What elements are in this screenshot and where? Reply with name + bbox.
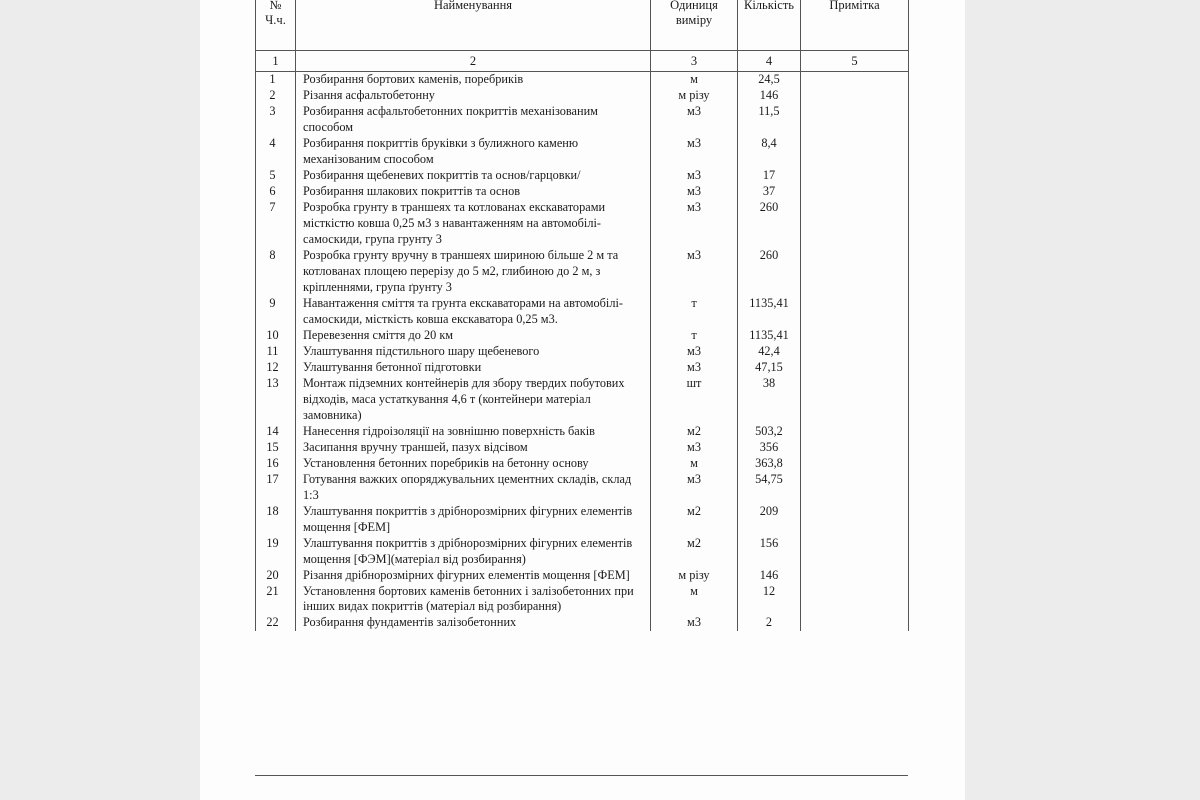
row-unit: м2 [651,504,738,536]
row-name: Установлення бетонних поребриків на бетонну основу [296,456,651,472]
row-name: Різання асфальтобетонну [296,88,651,104]
table-row [256,440,909,456]
header-number-line1: № [269,0,282,12]
row-quantity: 1135,41 [738,328,801,344]
table-row [256,184,909,200]
row-unit: м3 [651,615,738,631]
row-note [801,568,909,584]
row-note [801,456,909,472]
row-name: Улаштування бетонної підготовки [296,360,651,376]
row-unit: м різу [651,88,738,104]
table-bottom-rule [255,775,908,776]
row-number: 11 [256,344,296,360]
row-unit: м3 [651,168,738,184]
row-unit: м [651,72,738,88]
table-row [256,568,909,584]
table-row [256,136,909,168]
row-unit: м [651,584,738,616]
row-number: 12 [256,360,296,376]
row-quantity: 260 [738,248,801,296]
table-row [256,72,909,88]
table-row [256,584,909,616]
row-number: 13 [256,376,296,424]
row-number: 1 [256,72,296,88]
header-cell-quantity: Кількість [738,0,801,51]
row-note [801,72,909,88]
row-number: 18 [256,504,296,536]
work-volumes-table [255,0,909,631]
row-note [801,200,909,248]
row-quantity: 37 [738,184,801,200]
row-number: 9 [256,296,296,328]
row-name: Розбирання фундаментів залізобетонних [296,615,651,631]
row-note [801,88,909,104]
row-quantity: 1135,41 [738,296,801,328]
table-row [256,104,909,136]
row-quantity: 8,4 [738,136,801,168]
row-unit: м3 [651,472,738,504]
row-note [801,504,909,536]
table-row [256,248,909,296]
row-name: Розробка грунту вручну в траншеях шириною більше 2 м та котлованах площею перерізу до 5 м2, глибиною до 2 м, з кріпленнями, група ґрунту 3 [296,248,651,296]
column-number-4: 4 [738,51,801,72]
row-name: Улаштування покриттів з дрібнорозмірних фігурних елементів мощення [ФЕМ] [296,504,651,536]
row-note [801,184,909,200]
row-name: Засипання вручну траншей, пазух відсівом [296,440,651,456]
row-note [801,536,909,568]
row-quantity: 260 [738,200,801,248]
row-name: Різання дрібнорозмірних фігурних елементів мощення [ФЕМ] [296,568,651,584]
table-row [256,376,909,424]
row-unit: м3 [651,440,738,456]
row-name: Розбирання шлакових покриттів та основ [296,184,651,200]
row-number: 6 [256,184,296,200]
row-name: Розробка грунту в траншеях та котлованах екскаваторами місткістю ковша 0,25 м3 з навантаженням на автомобілі-самоскиди, група грунту 3 [296,200,651,248]
row-quantity: 503,2 [738,424,801,440]
row-note [801,360,909,376]
row-quantity: 47,15 [738,360,801,376]
row-note [801,584,909,616]
table-row [256,200,909,248]
row-unit: шт [651,376,738,424]
row-number: 17 [256,472,296,504]
row-note [801,248,909,296]
table-header-row [256,0,909,51]
column-number-5: 5 [801,51,909,72]
work-volumes-table-container [255,0,908,631]
row-name: Розбирання бортових каменів, поребриків [296,72,651,88]
row-note [801,328,909,344]
row-note [801,615,909,631]
document-page [200,0,965,800]
row-quantity: 11,5 [738,104,801,136]
row-unit: м3 [651,344,738,360]
row-note [801,344,909,360]
row-name: Улаштування покриттів з дрібнорозмірних фігурних елементів мощення [ФЭМ](матеріал від розбирання) [296,536,651,568]
header-number-line2: Ч.ч. [265,13,286,28]
row-number: 5 [256,168,296,184]
row-note [801,136,909,168]
row-name: Навантаження сміття та грунта екскаваторами на автомобілі-самоскиди, місткість ковша екскаватора 0,25 м3. [296,296,651,328]
row-unit: м3 [651,248,738,296]
row-unit: м3 [651,200,738,248]
row-quantity: 54,75 [738,472,801,504]
table-row [256,344,909,360]
row-number: 3 [256,104,296,136]
row-note [801,440,909,456]
row-number: 4 [256,136,296,168]
column-number-row [256,51,909,72]
table-row [256,296,909,328]
column-number-3: 3 [651,51,738,72]
row-quantity: 24,5 [738,72,801,88]
row-quantity: 12 [738,584,801,616]
header-cell-unit [651,0,738,51]
row-quantity: 38 [738,376,801,424]
table-row [256,88,909,104]
row-note [801,376,909,424]
table-row [256,615,909,631]
row-number: 19 [256,536,296,568]
row-name: Улаштування підстильного шару щебеневого [296,344,651,360]
row-number: 8 [256,248,296,296]
table-row [256,360,909,376]
row-unit: м3 [651,360,738,376]
row-unit: м2 [651,424,738,440]
row-number: 21 [256,584,296,616]
table-body [256,72,909,632]
row-name: Нанесення гідроізоляції на зовнішню поверхність баків [296,424,651,440]
row-quantity: 146 [738,88,801,104]
header-unit-line1: Одиниця [670,0,718,12]
row-name: Готування важких опоряджувальних цементних складів, склад 1:3 [296,472,651,504]
row-unit: т [651,328,738,344]
table-header [256,0,909,72]
row-number: 15 [256,440,296,456]
row-quantity: 209 [738,504,801,536]
table-row [256,424,909,440]
table-row [256,456,909,472]
header-cell-note: Примітка [801,0,909,51]
row-note [801,424,909,440]
table-row [256,168,909,184]
header-cell-number [256,0,296,51]
row-quantity: 156 [738,536,801,568]
row-quantity: 356 [738,440,801,456]
table-row [256,472,909,504]
row-quantity: 42,4 [738,344,801,360]
row-name: Установлення бортових каменів бетонних і залізобетонних при інших видах покриттів (матеріал від розбирання) [296,584,651,616]
row-unit: м3 [651,184,738,200]
column-number-2: 2 [296,51,651,72]
row-unit: м3 [651,104,738,136]
row-number: 7 [256,200,296,248]
row-number: 10 [256,328,296,344]
row-number: 16 [256,456,296,472]
row-name: Розбирання асфальтобетонних покриттів механізованим способом [296,104,651,136]
row-unit: м різу [651,568,738,584]
column-number-1: 1 [256,51,296,72]
row-quantity: 146 [738,568,801,584]
row-note [801,104,909,136]
row-unit: м2 [651,536,738,568]
row-number: 20 [256,568,296,584]
table-row [256,328,909,344]
row-quantity: 363,8 [738,456,801,472]
row-unit: м [651,456,738,472]
row-name: Монтаж підземних контейнерів для збору твердих побутових відходів, маса устаткування 4,6 т (контейнери матеріал замовника) [296,376,651,424]
header-unit-line2: виміру [675,13,713,28]
row-number: 14 [256,424,296,440]
row-note [801,168,909,184]
row-name: Розбирання щебеневих покриттів та основ/гарцовки/ [296,168,651,184]
row-quantity: 17 [738,168,801,184]
row-name: Розбирання покриттів бруківки з булижного каменю механізованим способом [296,136,651,168]
row-name: Перевезення сміття до 20 км [296,328,651,344]
header-cell-name: Найменування [296,0,651,51]
row-unit: м3 [651,136,738,168]
table-row [256,536,909,568]
row-unit: т [651,296,738,328]
table-row [256,504,909,536]
row-note [801,472,909,504]
row-quantity: 2 [738,615,801,631]
row-number: 2 [256,88,296,104]
row-number: 22 [256,615,296,631]
row-note [801,296,909,328]
